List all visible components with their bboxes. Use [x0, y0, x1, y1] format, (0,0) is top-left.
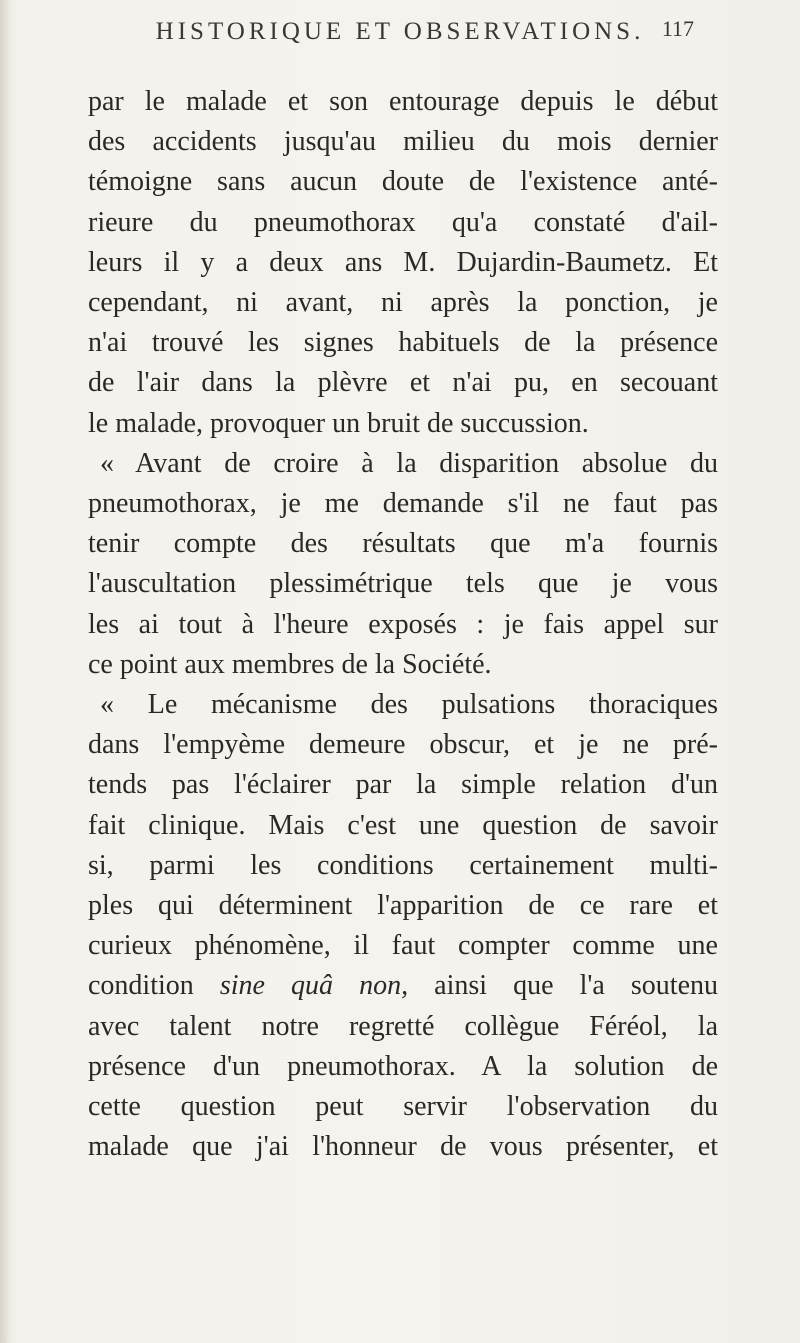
text-line: ce point aux membres de la Société.: [88, 648, 492, 680]
text-line: témoigne sans aucun doute de l'existence anté-: [88, 166, 718, 198]
body-text: [88, 82, 718, 1167]
text-line: leurs il y a deux ans M. Dujardin-Baumetz. Et: [88, 246, 718, 278]
paragraph-1: [88, 82, 718, 444]
text-line: présence d'un pneumothorax. A la solution de: [88, 1050, 718, 1082]
text-line: tenir compte des résultats que m'a fournis: [88, 528, 718, 560]
paragraph-3: [88, 685, 718, 1167]
italic-phrase: sine quâ non,: [219, 970, 409, 1002]
text-line: n'ai trouvé les signes habituels de la présence: [88, 327, 718, 359]
text-line: curieux phénomène, il faut compter comme une: [88, 930, 718, 962]
text-line: malade que j'ai l'honneur de vous présenter, et: [88, 1131, 718, 1163]
paragraph-2: [88, 444, 718, 685]
text-line: « Avant de croire à la disparition absolue du: [100, 447, 718, 479]
text-fragment: ainsi que l'a soutenu: [408, 970, 719, 1002]
text-line: cependant, ni avant, ni après la ponction, je: [88, 287, 718, 319]
text-line: dans l'empyème demeure obscur, et je ne pré-: [88, 729, 718, 761]
text-fragment: condition: [88, 970, 220, 1002]
text-line: pneumothorax, je me demande s'il ne faut pas: [88, 488, 718, 520]
text-line: de l'air dans la plèvre et n'ai pu, en secouant: [88, 367, 718, 399]
text-line: rieure du pneumothorax qu'a constaté d'ail-: [88, 206, 718, 238]
binding-shadow: [0, 0, 10, 1343]
text-line-with-italic: [88, 966, 718, 1006]
text-line: si, parmi les conditions certainement multi-: [88, 849, 718, 881]
text-line: le malade, provoquer un bruit de succussion.: [88, 407, 589, 439]
text-line: ples qui déterminent l'apparition de ce rare et: [88, 890, 718, 922]
text-line: fait clinique. Mais c'est une question de savoir: [88, 809, 718, 841]
text-line: « Le mécanisme des pulsations thoraciques: [100, 689, 718, 721]
text-line: cette question peut servir l'observation du: [88, 1091, 718, 1123]
text-line: les ai tout à l'heure exposés : je fais appel sur: [88, 608, 718, 640]
text-line: l'auscultation plessimétrique tels que je vous: [88, 568, 718, 600]
page-number: 117: [661, 16, 694, 41]
running-head: HISTORIQUE ET OBSERVATIONS.: [155, 18, 645, 45]
text-line: des accidents jusqu'au milieu du mois dernier: [88, 126, 718, 158]
text-line: tends pas l'éclairer par la simple relation d'un: [88, 769, 718, 801]
text-line: par le malade et son entourage depuis le début: [88, 86, 718, 117]
text-line: avec talent notre regretté collègue Féréol, la: [88, 1010, 718, 1042]
page-header: [0, 0, 800, 80]
